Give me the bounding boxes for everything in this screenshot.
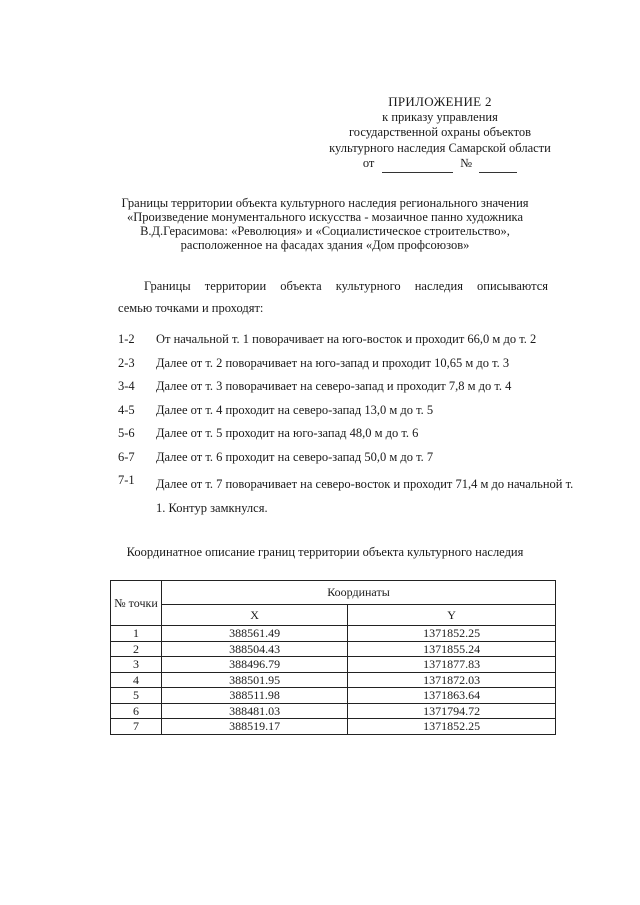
x-cell: 388504.43 bbox=[162, 641, 348, 657]
point-cell: 5 bbox=[111, 688, 162, 704]
header-point-number: № точки bbox=[111, 581, 162, 626]
segment-description: Далее от т. 3 поворачивает на северо-запад и проходит 7,8 м до т. 4 bbox=[156, 379, 512, 393]
appendix-block bbox=[250, 94, 630, 173]
appendix-line-2: государственной охраны объектов bbox=[348, 125, 532, 139]
segment-code: 1-2 bbox=[118, 332, 135, 346]
y-cell: 1371872.03 bbox=[348, 672, 556, 688]
table-row bbox=[111, 641, 556, 657]
heading-line-2: «Произведение монументального искусства - мозаичное панно художника bbox=[126, 210, 523, 224]
appendix-line-3: культурного наследия Самарской области bbox=[329, 140, 551, 155]
segment-description: Далее от т. 4 проходит на северо-запад 13,0 м до т. 5 bbox=[156, 402, 434, 417]
segment-code: 6-7 bbox=[118, 449, 135, 464]
segment-row bbox=[118, 473, 578, 520]
boundary-segments-list bbox=[118, 332, 578, 520]
segment-code: 5-6 bbox=[118, 426, 135, 440]
point-cell: 2 bbox=[111, 641, 162, 657]
y-cell: 1371877.83 bbox=[348, 657, 556, 673]
table-row bbox=[111, 657, 556, 673]
x-cell: 388519.17 bbox=[162, 719, 348, 735]
x-cell: 388481.03 bbox=[162, 703, 348, 719]
handwritten-date bbox=[382, 156, 453, 173]
from-label: от bbox=[362, 156, 375, 170]
heading-line-3: В.Д.Герасимова: «Революция» и «Социалистическое строительство», bbox=[140, 224, 510, 238]
heading-line-1: Границы территории объекта культурного наследия регионального значения bbox=[121, 196, 529, 210]
y-cell: 1371863.64 bbox=[348, 688, 556, 704]
number-label: № bbox=[460, 156, 473, 170]
y-cell: 1371852.25 bbox=[348, 626, 556, 642]
point-cell: 6 bbox=[111, 703, 162, 719]
table-row bbox=[111, 719, 556, 735]
handwritten-number bbox=[479, 156, 517, 173]
y-cell: 1371794.72 bbox=[348, 703, 556, 719]
header-coordinates: Координаты bbox=[162, 581, 556, 605]
header-y: Y bbox=[348, 604, 556, 625]
appendix-line-1: к приказу управления bbox=[382, 109, 498, 124]
segment-description: Далее от т. 5 проходит на юго-запад 48,0 м до т. 6 bbox=[156, 426, 419, 440]
document-heading bbox=[90, 196, 560, 252]
table-row bbox=[111, 688, 556, 704]
x-cell: 388511.98 bbox=[162, 688, 348, 704]
point-cell: 1 bbox=[111, 626, 162, 642]
table-row bbox=[111, 626, 556, 642]
table-header-axes-row bbox=[111, 604, 556, 625]
intro-line-1: Границы территории объекта культурного наследия описываются bbox=[144, 279, 548, 293]
appendix-title: ПРИЛОЖЕНИЕ 2 bbox=[388, 94, 492, 109]
segment-row bbox=[118, 379, 578, 403]
table-row bbox=[111, 703, 556, 719]
segment-row bbox=[118, 403, 578, 427]
point-cell: 4 bbox=[111, 672, 162, 688]
segment-code: 2-3 bbox=[118, 355, 135, 370]
segment-row bbox=[118, 426, 578, 450]
segment-row bbox=[118, 332, 578, 356]
segment-row bbox=[118, 356, 578, 380]
intro-paragraph bbox=[118, 275, 548, 319]
intro-line-2: семью точками и проходят: bbox=[118, 301, 264, 315]
segment-description: Далее от т. 2 поворачивает на юго-запад и проходит 10,65 м до т. 3 bbox=[156, 355, 510, 370]
segment-code: 4-5 bbox=[118, 402, 135, 417]
header-x: X bbox=[162, 604, 348, 625]
x-cell: 388561.49 bbox=[162, 626, 348, 642]
point-cell: 7 bbox=[111, 719, 162, 735]
coordinates-title: Координатное описание границ территории объекта культурного наследия bbox=[126, 545, 524, 559]
y-cell: 1371855.24 bbox=[348, 641, 556, 657]
heading-line-4: расположенное на фасадах здания «Дом профсоюзов» bbox=[180, 238, 470, 252]
order-date-number bbox=[250, 156, 630, 173]
segment-row bbox=[118, 450, 578, 474]
segment-description: Далее от т. 7 поворачивает на северо-восток и проходит 71,4 м до начальной т. 1. Контур замкнулся. bbox=[156, 477, 574, 515]
table-header-row bbox=[111, 581, 556, 605]
segment-description: От начальной т. 1 поворачивает на юго-восток и проходит 66,0 м до т. 2 bbox=[156, 332, 537, 346]
segment-code: 7-1 bbox=[118, 473, 135, 487]
x-cell: 388496.79 bbox=[162, 657, 348, 673]
x-cell: 388501.95 bbox=[162, 672, 348, 688]
segment-description: Далее от т. 6 проходит на северо-запад 50,0 м до т. 7 bbox=[156, 449, 434, 464]
segment-code: 3-4 bbox=[118, 379, 135, 393]
point-cell: 3 bbox=[111, 657, 162, 673]
coordinates-table bbox=[110, 580, 556, 735]
y-cell: 1371852.25 bbox=[348, 719, 556, 735]
table-row bbox=[111, 672, 556, 688]
